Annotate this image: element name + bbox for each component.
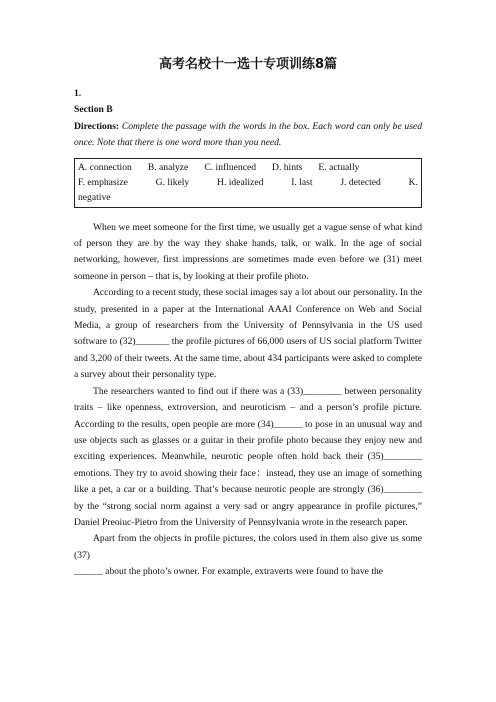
directions-text: Complete the passage with the words in the box. Each word can only be used once. Note that there is one word more than you need. [74,120,422,149]
paragraph-2: According to a recent study, these social images say a lot about our personality. In the study, presented in a paper at the International AAAI Conference on Web and Social Media, a group of researchers from the University of Pennsylvania in the US used software to (32)_______ the profile pictures of 66,000 users of US social platform Twitter and 3,200 of their tweets. At the same time, about 434 participants were asked to complete a survey about their personality type. [74,287,422,381]
word-option: I. last [291,176,313,188]
directions [74,119,422,152]
word-box-row-3 [78,190,418,205]
word-option: G. likely [155,176,190,188]
page-title: 高考名校十一选十专项训练8篇 [158,57,338,72]
word-option: A. connection [78,161,132,173]
word-option: B. analyze [147,161,189,173]
word-option: C. influenced [204,161,257,173]
paragraph-4-continued: ______ about the photo’s owner. For example, extraverts were found to have the [74,566,384,578]
word-option: F. emphasize [78,176,128,188]
word-option: E. actually [318,161,360,173]
word-option: negative [78,191,111,203]
word-option: J. detected [340,176,381,188]
word-option: D. hints [272,161,303,173]
word-option: H. idealized [217,176,264,188]
paragraph-1: When we meet someone for the first time, we usually get a vague sense of what kind of person they are by the way they shake hands, talk, or walk. In the age of social networking, however, first impressions are sometimes made even before we (31) meet someone in person – that is, by looking at their profile photo. [74,221,422,282]
directions-label: Directions: [74,120,120,132]
section-heading: Section B [74,104,113,116]
paragraph-3: The researchers wanted to find out if there was a (33)________ between personality traits – like openness, extroversion, and neuroticism – and a person’s profile picture. According to the results, open people are more (34)______ to pose in an unusual way and use objects such as glasses or a guitar in their profile photo because they enjoy new and exciting experiences. Meanwhile, neurotic people often hold back their (35)________ emotions. They try to avoid showing their face：instead, they use an image of something like a pet, a car or a building. That’s because neurotic people are strongly (36)________ by the “strong social norm against a very sad or angry appearance in profile pictures,” Daniel Preoiuc-Pietro from the University of Pennsylvania wrote in the research paper. [74,385,422,528]
word-box [74,158,422,208]
word-box-row-1 [78,160,418,175]
word-box-row-2 [78,175,418,190]
question-number: 1. [74,88,82,99]
paragraph-4: Apart from the objects in profile pictures, the colors used in them also give us some (37) [74,533,422,561]
word-option: K. [408,176,418,188]
